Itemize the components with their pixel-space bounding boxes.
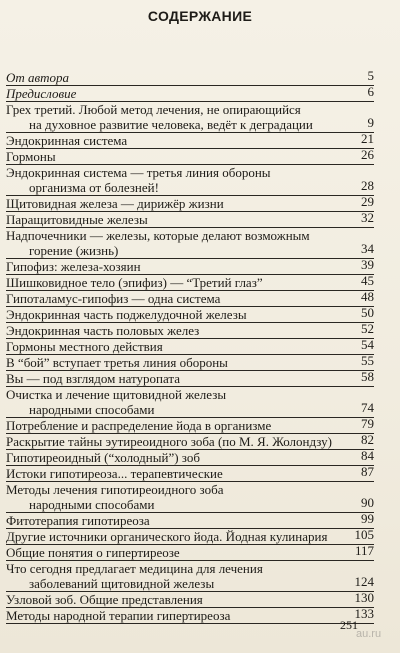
toc-entry-title: Щитовидная железа — дирижёр жизни: [6, 196, 224, 211]
toc-entry-title: В “бой” вступает третья линия обороны: [6, 355, 228, 370]
toc-entry: [6, 545, 374, 561]
toc-entry-title-continued: горение (жизнь): [29, 243, 119, 258]
toc-entry-title-continued: заболеваний щитовидной железы: [29, 576, 215, 591]
toc-entry: [6, 307, 374, 323]
toc-entry: [6, 149, 374, 165]
toc-entry-title: Эндокринная система: [6, 133, 128, 148]
toc-entry-page: 55: [361, 353, 374, 368]
toc-entry: [6, 86, 374, 102]
toc-entry: [6, 513, 374, 529]
toc-entry: [6, 275, 374, 291]
toc-entry: [6, 418, 374, 434]
toc-entry-title: Шишковидное тело (эпифиз) — “Третий глаз”: [6, 275, 263, 290]
toc-entry: [6, 434, 374, 450]
toc-entry: [6, 450, 374, 466]
toc-entry-title: Вы — под взглядом натуропата: [6, 371, 181, 386]
page-number: 251: [340, 618, 358, 632]
toc-entry-title-continued: организма от болезней!: [29, 180, 159, 195]
toc-entry: [6, 355, 374, 371]
toc-entry-page: 79: [361, 416, 374, 431]
toc-entry-title: Узловой зоб. Общие представления: [6, 592, 203, 607]
toc-entry-title: Общие понятия о гипертиреозе: [6, 545, 180, 560]
toc-entry-title: Фитотерапия гипотиреоза: [6, 513, 150, 528]
toc-entry: [6, 102, 374, 133]
toc-entry-page: 130: [354, 590, 374, 605]
toc-entry-page: 48: [361, 289, 374, 304]
watermark: au.ru: [356, 628, 382, 640]
toc-entry: [6, 529, 374, 545]
toc-entry-title: Гипоталамус-гипофиз — одна система: [6, 291, 221, 306]
toc-entry-page: 50: [361, 305, 374, 320]
toc-entry-page: 124: [354, 574, 374, 589]
toc-entry-title: Предисловие: [6, 86, 77, 101]
toc-entry-title: Эндокринная часть половых желез: [6, 323, 200, 338]
toc-entry: [6, 339, 374, 355]
toc-entry-title: От автора: [6, 70, 70, 85]
toc-entry: [6, 387, 374, 418]
toc-entry-page: 29: [361, 194, 374, 209]
toc-entry: [6, 133, 374, 149]
toc-entry: [6, 70, 374, 86]
toc-entry-title: Потребление и распределение йода в организме: [6, 418, 272, 433]
toc-entry: [6, 212, 374, 228]
toc-entry-title-continued: народными способами: [29, 402, 155, 417]
toc-entry-title: Методы народной терапии гипертиреоза: [6, 608, 231, 623]
toc-entry-page: 39: [361, 257, 374, 272]
toc-entry-page: 5: [367, 68, 374, 83]
toc-entry-title: Надпочечники — железы, которые делают возможным: [6, 228, 310, 243]
toc-entry: [6, 291, 374, 307]
toc-entry-title-continued: на духовное развитие человека, ведёт к деградации: [29, 117, 313, 132]
toc-entry-page: 54: [361, 337, 374, 352]
toc-entry-title: Грех третий. Любой метод лечения, не опирающийся: [6, 102, 301, 117]
toc-entry-page: 74: [361, 400, 374, 415]
toc-entry-page: 32: [361, 210, 374, 225]
toc-entry-page: 45: [361, 273, 374, 288]
toc-entry-title: Другие источники органического йода. Йодная кулинария: [6, 529, 328, 544]
toc-entry-title: Эндокринная часть поджелудочной железы: [6, 307, 247, 322]
toc-entry-page: 90: [361, 495, 374, 510]
toc-entry: [6, 323, 374, 339]
toc-entry-title: Гормоны местного действия: [6, 339, 163, 354]
page-title: СОДЕРЖАНИЕ: [147, 8, 253, 24]
toc-entry: [6, 592, 374, 608]
toc-entry-title: Истоки гипотиреоза... терапевтические: [6, 466, 223, 481]
toc-entry-page: 82: [361, 432, 374, 447]
toc-entry-page: 6: [367, 84, 374, 99]
toc-entry: [6, 482, 374, 513]
toc-entry-page: 34: [361, 241, 374, 256]
toc-entry-page: 87: [361, 464, 374, 479]
toc-entry-page: 28: [361, 178, 374, 193]
toc-entry: [6, 561, 374, 592]
toc-entry-title: Методы лечения гипотиреоидного зоба: [6, 482, 224, 497]
toc-entry-title: Что сегодня предлагает медицина для лечения: [6, 561, 263, 576]
toc-entry-page: 21: [361, 131, 374, 146]
toc-entry-page: 117: [354, 543, 374, 558]
toc-entry-title: Гипофиз: железа-хозяин: [6, 259, 141, 274]
toc-entry-title: Эндокринная система — третья линия обороны: [6, 165, 271, 180]
toc-entry-title: Гормоны: [6, 149, 56, 164]
toc-entry: [6, 196, 374, 212]
toc-entry-title: Гипотиреоидный (“холодный”) зоб: [6, 450, 200, 465]
toc-entry-page: 99: [361, 511, 374, 526]
toc-entry-page: 133: [354, 606, 374, 621]
toc-entry: [6, 165, 374, 196]
toc-entry-title: Паращитовидные железы: [6, 212, 148, 227]
toc-entry: [6, 259, 374, 275]
toc-entry-page: 58: [361, 369, 374, 384]
table-of-contents: [6, 70, 374, 624]
toc-entry-page: 26: [361, 147, 374, 162]
toc-entry-page: 9: [367, 115, 374, 130]
toc-entry: [6, 466, 374, 482]
toc-entry-rule: [6, 623, 374, 624]
toc-entry: [6, 608, 374, 624]
toc-entry-title: Раскрытие тайны эутиреоидного зоба (по М. Я. Жолондзу): [6, 434, 332, 449]
toc-entry-page: 84: [361, 448, 374, 463]
toc-entry-page: 105: [354, 527, 374, 542]
toc-entry-title: Очистка и лечение щитовидной железы: [6, 387, 227, 402]
toc-entry-title-continued: народными способами: [29, 497, 155, 512]
toc-entry-page: 52: [361, 321, 374, 336]
toc-entry: [6, 228, 374, 259]
toc-entry: [6, 371, 374, 387]
